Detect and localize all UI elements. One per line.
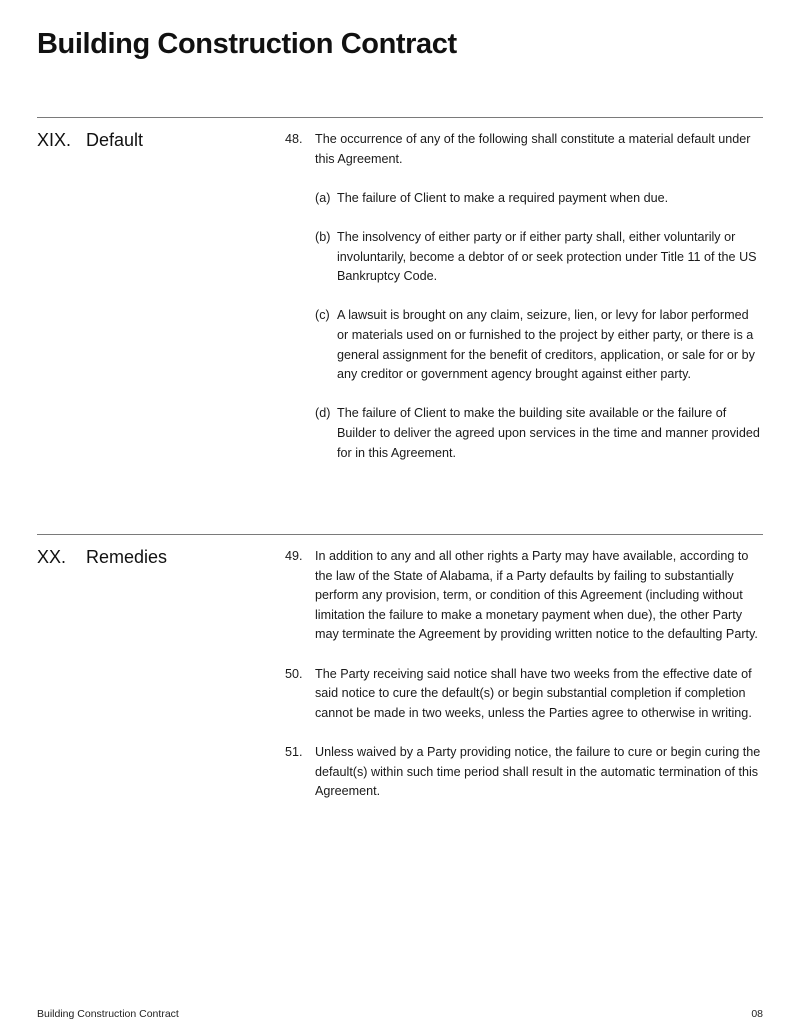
item-text: The insolvency of either party or if either party shall, either voluntarily or involuntarily, become a debtor of or seek protection under Title 11 of the US Bankruptcy Code. xyxy=(337,229,757,284)
section-divider xyxy=(37,534,763,535)
clause-text: The Party receiving said notice shall have two weeks from the effective date of said notice to cure the default(s) or begin substantial completion if completion cannot be made in two weeks, unless the Parties agree to otherwise in writing. xyxy=(315,666,752,720)
section-title: Default xyxy=(86,130,144,150)
section-number: XX. xyxy=(37,547,67,567)
clause-item-d xyxy=(285,404,763,463)
footer-page-number: 08 xyxy=(751,1008,763,1020)
section-divider xyxy=(37,117,763,118)
document-title: Building Construction Contract xyxy=(37,28,457,60)
item-text: A lawsuit is brought on any claim, seizure, lien, or levy for labor performed or materials used on or furnished to the project by either party, or there is a general assignment for the benefit of creditors, application, or sale for or by any creditor or government agency brought against either party. xyxy=(337,308,755,382)
section-number: XIX. xyxy=(37,130,72,150)
clause-number: 49. xyxy=(285,549,303,563)
clause-text: In addition to any and all other rights a Party may have available, according to the law of the State of Alabama, if a Party defaults by failing to substantially perform any provision, term, or condition of this Agreement (including without limitation the failure to make a monetary payment when due), the other Party may terminate the Agreement by providing written notice to the defaulting Party. xyxy=(315,549,758,642)
item-text: The failure of Client to make the building site available or the failure of Builder to deliver the agreed upon services in the time and manner provided for in this Agreement. xyxy=(337,406,760,460)
clause-text: Unless waived by a Party providing notice, the failure to cure or begin curing the default(s) within such time period shall result in the automatic termination of this Agreement. xyxy=(315,744,761,799)
clause-text: The occurrence of any of the following shall constitute a material default under this Agreement. xyxy=(315,132,751,166)
clause-number: 50. xyxy=(285,666,303,681)
item-text: The failure of Client to make a required payment when due. xyxy=(337,190,669,205)
clause-item-c xyxy=(285,306,763,384)
clause-number: 48. xyxy=(285,132,303,146)
clause-number: 51. xyxy=(285,744,303,759)
section-body xyxy=(285,547,763,821)
section-body xyxy=(285,130,763,483)
clause-48 xyxy=(285,130,763,169)
item-label: (a) xyxy=(315,190,331,205)
item-label: (c) xyxy=(315,308,330,323)
section-heading xyxy=(37,130,143,151)
footer-document-title: Building Construction Contract xyxy=(37,1008,179,1020)
section-title: Remedies xyxy=(86,547,168,567)
clause-item-b xyxy=(285,228,763,287)
section-heading xyxy=(37,547,167,568)
clause-51 xyxy=(285,743,763,802)
item-label: (b) xyxy=(315,229,331,244)
clause-49 xyxy=(285,547,763,645)
clause-50 xyxy=(285,665,763,724)
clause-item-a xyxy=(285,189,763,209)
item-label: (d) xyxy=(315,406,331,421)
